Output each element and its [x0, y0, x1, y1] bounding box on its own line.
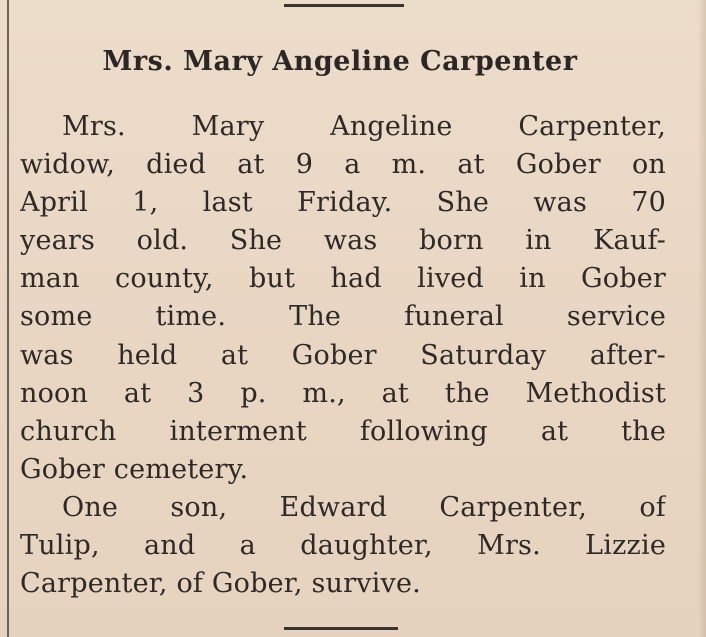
text-line: church interment following at the [20, 415, 666, 447]
column-divider-rule [7, 0, 9, 637]
bottom-separator-rule [284, 627, 398, 630]
obituary-paragraph-2 [20, 489, 666, 603]
text-line: years old. She was born in Kauf- [20, 225, 666, 257]
text-line: One son, Edward Carpenter, of [62, 491, 666, 523]
text-line: was held at Gober Saturday after- [20, 339, 666, 371]
text-line: Mrs. Mary Angeline Carpenter, [62, 111, 666, 142]
text-line: some time. The funeral service [20, 301, 666, 333]
text-line: man county, but had lived in Gober [20, 263, 666, 295]
text-line: widow, died at 9 a m. at Gober on [20, 149, 666, 181]
top-separator-rule [284, 4, 404, 7]
obituary-headline: Mrs. Mary Angeline Carpenter [102, 46, 578, 77]
text-line: Carpenter, of Gober, survive. [20, 568, 421, 600]
text-line: Tulip, and a daughter, Mrs. Lizzie [20, 530, 666, 562]
text-line: noon at 3 p. m., at the Methodist [20, 377, 666, 409]
page-edge-shadow [698, 0, 706, 637]
obituary-paragraph-1 [20, 108, 666, 489]
text-line: Gober cemetery. [20, 453, 249, 485]
obituary-body [20, 108, 666, 603]
text-line: April 1, last Friday. She was 70 [20, 187, 666, 219]
